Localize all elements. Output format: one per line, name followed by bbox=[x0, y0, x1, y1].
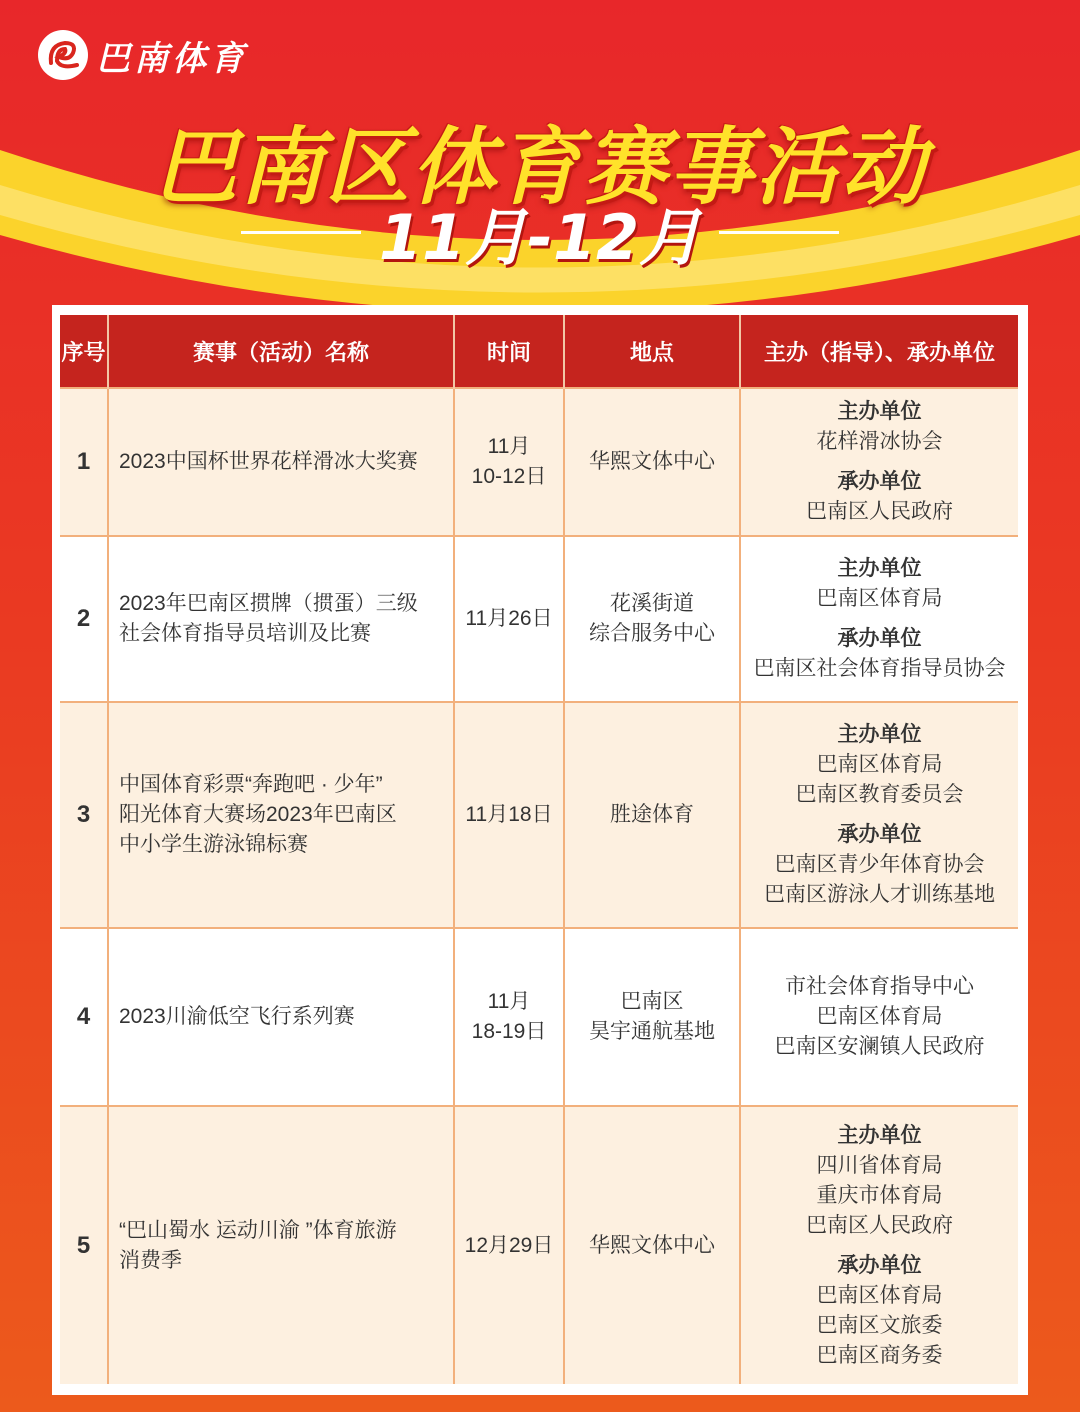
event-place-line: 巴南区 bbox=[620, 990, 684, 1013]
event-name bbox=[108, 388, 454, 536]
row-number: 2 bbox=[60, 536, 108, 702]
organizer-group-gap bbox=[741, 457, 1018, 467]
organizer-group-heading: 承办单位 bbox=[837, 1253, 922, 1277]
event-organizers bbox=[740, 536, 1018, 702]
event-place bbox=[564, 1106, 740, 1384]
organizer-name: 巴南区体育局 bbox=[816, 587, 943, 610]
table-row bbox=[60, 536, 1018, 702]
event-place bbox=[564, 536, 740, 702]
organizer-name: 重庆市体育局 bbox=[816, 1183, 943, 1207]
event-name bbox=[108, 1106, 454, 1384]
event-name bbox=[108, 536, 454, 702]
event-place-line: 华熙文体中心 bbox=[589, 450, 715, 473]
organizer-name: 巴南区社会体育指导员协会 bbox=[753, 657, 1006, 680]
organizer-name: 巴南区青少年体育协会 bbox=[774, 853, 985, 876]
subtitle-left-rule bbox=[241, 231, 361, 234]
organizer-name: 巴南区安澜镇人民政府 bbox=[774, 1035, 985, 1058]
event-time-line: 12月29日 bbox=[464, 1233, 554, 1257]
row-number: 1 bbox=[60, 388, 108, 536]
event-time-line: 11月26日 bbox=[465, 607, 553, 630]
table-row bbox=[60, 928, 1018, 1106]
event-name-line: 消费季 bbox=[119, 1248, 182, 1272]
event-place-line: 华熙文体中心 bbox=[589, 1233, 715, 1257]
header-organizer: 主办（指导）、承办单位 bbox=[740, 315, 1018, 388]
header-name: 赛事（活动）名称 bbox=[108, 315, 454, 388]
organizer-group-gap bbox=[741, 614, 1018, 624]
organizer-name: 巴南区体育局 bbox=[816, 1005, 943, 1028]
organizer-name: 巴南区商务委 bbox=[816, 1343, 943, 1367]
event-name-line: 2023川渝低空飞行系列赛 bbox=[119, 1005, 355, 1028]
event-place-line: 昊宇通航基地 bbox=[589, 1020, 715, 1043]
event-name-line: 中小学生游泳锦标赛 bbox=[119, 833, 308, 856]
subtitle-right-rule bbox=[719, 231, 839, 234]
event-name bbox=[108, 928, 454, 1106]
organizer-group-heading: 主办单位 bbox=[837, 557, 922, 580]
event-name bbox=[108, 702, 454, 928]
header-place: 地点 bbox=[564, 315, 740, 388]
event-time bbox=[454, 1106, 564, 1384]
row-number: 3 bbox=[60, 702, 108, 928]
event-time bbox=[454, 928, 564, 1106]
event-name-line: 2023中国杯世界花样滑冰大奖赛 bbox=[119, 450, 418, 473]
event-time bbox=[454, 702, 564, 928]
organizer-group-gap bbox=[741, 1241, 1018, 1251]
organizer-name: 巴南区教育委员会 bbox=[795, 783, 964, 806]
table-row bbox=[60, 388, 1018, 536]
event-place-line: 花溪街道 bbox=[610, 592, 694, 615]
organizer-group-heading: 承办单位 bbox=[837, 470, 922, 493]
table-header-row bbox=[60, 315, 1018, 388]
event-organizers bbox=[740, 702, 1018, 928]
event-place bbox=[564, 928, 740, 1106]
organizer-name: 巴南区体育局 bbox=[816, 753, 943, 776]
event-time-line: 11月18日 bbox=[465, 803, 553, 826]
event-time bbox=[454, 536, 564, 702]
events-table bbox=[60, 315, 1018, 1384]
event-organizers bbox=[740, 388, 1018, 536]
organizer-name: 巴南区人民政府 bbox=[806, 500, 953, 523]
event-name-line: 社会体育指导员培训及比赛 bbox=[119, 622, 371, 645]
event-name-line: 2023年巴南区掼牌（掼蛋）三级 bbox=[119, 592, 418, 615]
event-organizers bbox=[740, 928, 1018, 1106]
event-place-line: 综合服务中心 bbox=[589, 622, 715, 645]
organizer-group-heading: 主办单位 bbox=[837, 400, 922, 423]
event-organizers bbox=[740, 1106, 1018, 1384]
event-place-line: 胜途体育 bbox=[610, 803, 694, 826]
logo-emblem-icon bbox=[38, 30, 88, 80]
event-place bbox=[564, 388, 740, 536]
events-table-frame bbox=[52, 305, 1028, 1395]
organizer-name: 巴南区文旅委 bbox=[816, 1313, 943, 1337]
event-time bbox=[454, 388, 564, 536]
event-time-line: 11月 bbox=[487, 435, 531, 458]
event-place bbox=[564, 702, 740, 928]
organizer-name: 巴南区游泳人才训练基地 bbox=[764, 883, 995, 906]
event-time-line: 18-19日 bbox=[471, 1020, 547, 1043]
brand-logo bbox=[38, 30, 248, 80]
header-time: 时间 bbox=[454, 315, 564, 388]
organizer-group-gap bbox=[741, 810, 1018, 820]
event-time-line: 10-12日 bbox=[471, 465, 547, 488]
organizer-group-heading: 主办单位 bbox=[837, 723, 922, 746]
date-range-subtitle: 11月-12月 bbox=[378, 200, 702, 274]
event-name-line: “巴山蜀水 运动川渝 ”体育旅游 bbox=[119, 1218, 397, 1242]
organizer-name: 巴南区体育局 bbox=[816, 1283, 943, 1307]
event-name-line: 阳光体育大赛场2023年巴南区 bbox=[119, 803, 397, 826]
row-number: 5 bbox=[60, 1106, 108, 1384]
organizer-group-heading: 承办单位 bbox=[837, 823, 922, 846]
brand-name: 巴南体育 bbox=[96, 38, 248, 79]
header-no: 序号 bbox=[60, 315, 108, 388]
subtitle-row bbox=[0, 196, 1080, 274]
organizer-name: 市社会体育指导中心 bbox=[785, 975, 974, 998]
event-name-line: 中国体育彩票“奔跑吧 · 少年” bbox=[119, 773, 383, 796]
organizer-group-heading: 承办单位 bbox=[837, 627, 922, 650]
organizer-name: 四川省体育局 bbox=[816, 1153, 943, 1177]
organizer-name: 花样滑冰协会 bbox=[816, 430, 943, 453]
table-row bbox=[60, 1106, 1018, 1384]
table-row bbox=[60, 702, 1018, 928]
organizer-group-heading: 主办单位 bbox=[837, 1123, 922, 1147]
row-number: 4 bbox=[60, 928, 108, 1106]
event-time-line: 11月 bbox=[487, 990, 531, 1013]
organizer-name: 巴南区人民政府 bbox=[806, 1213, 953, 1237]
page-title: 巴南区体育赛事活动 bbox=[152, 118, 927, 216]
